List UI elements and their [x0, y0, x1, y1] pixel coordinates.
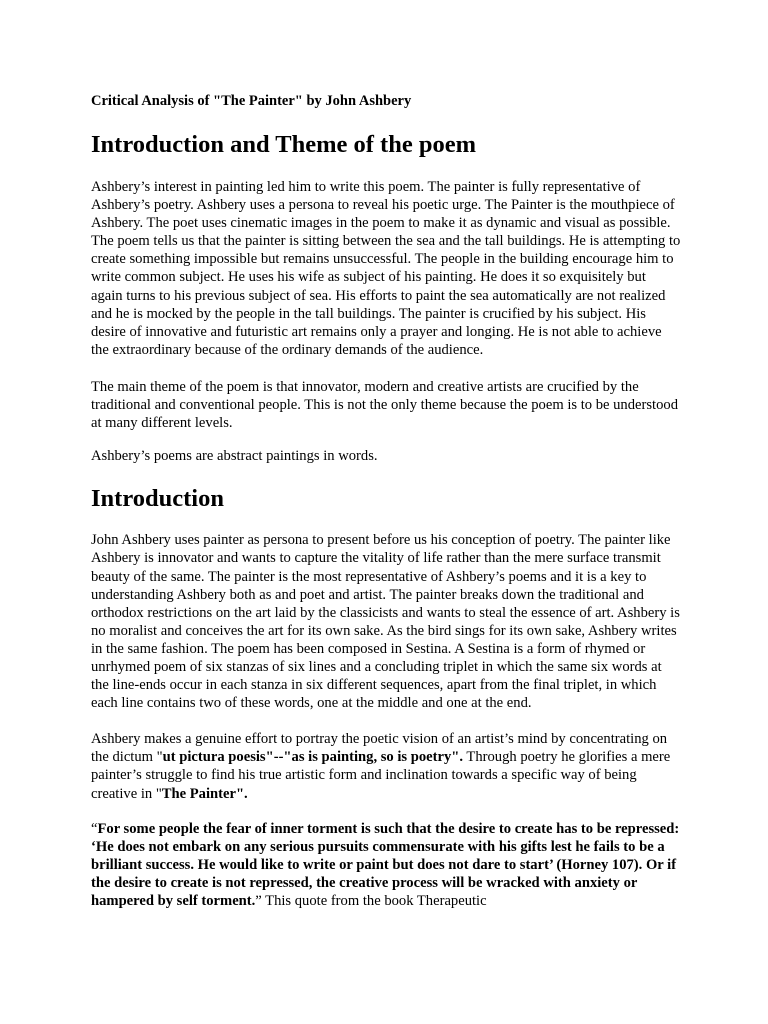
- heading-introduction: Introduction: [91, 485, 224, 513]
- paragraph-text: ” This quote from the book Therapeutic: [255, 893, 487, 909]
- paragraph-main-theme: The main theme of the poem is that innovator, modern and creative artists are crucified by the traditional and conventional people. This is not the only theme because the poem is to be understood at many different levels.: [91, 378, 678, 432]
- poem-title-bold-text: The Painter".: [161, 785, 248, 802]
- document-page: [91, 92, 681, 910]
- paragraph-horney-quote: [91, 820, 681, 910]
- paragraph-text: Through poetry he glorifies a mere painter’s struggle to find his true artistic form and inclination towards a specific way of being creative in ": [91, 749, 671, 802]
- dictum-bold-text: ut pictura poesis"--"as is painting, so is poetry".: [162, 749, 464, 766]
- document-title: Critical Analysis of "The Painter" by John Ashbery: [91, 93, 412, 109]
- paragraph-abstract-paintings: Ashbery’s poems are abstract paintings in words.: [91, 448, 378, 465]
- paragraph-ut-pictura-poesis: [91, 730, 681, 802]
- quote-bold-text: For some people the fear of inner torment is such that the desire to create has to be repressed: ‘He does not embark on any serious pursuits commensurate with his gifts lest he fails to be a brilliant success. He would like to write or paint but does not dare to start’ (Horney 107). Or if the desire to create is not repressed, the creative process will be wracked with anxiety or hampered by self torment.: [91, 820, 680, 909]
- heading-introduction-and-theme: Introduction and Theme of the poem: [91, 131, 477, 158]
- open-quote: “: [91, 820, 98, 837]
- paragraph-text: Ashbery makes a genuine effort to portray the poetic vision of an artist’s mind by concentrating on the dictum ": [91, 731, 668, 766]
- paragraph-persona: John Ashbery uses painter as persona to present before us his conception of poetry. The painter like Ashbery is innovator and wants to capture the vitality of life rather than the mere surface transmit beauty of the same. The painter is the most representative of Ashbery’s poems and it is a key to understanding Ashbery both as and poet and artist. The painter breaks down the traditional and orthodox restrictions on the art laid by the classicists and wants to steal the essence of art. Ashbery is no moralist and conceives the art for its own sake. As the bird sings for its own sake, Ashbery writes in the same fashion. The poem has been composed in Sestina. A Sestina is a form of rhymed or unrhymed poem of six stanzas of six lines and a concluding triplet in which the same six words at the line-ends occur in each stanza in six different sequences, apart from the final triplet, in which each line contains two of these words, one at the middle and one at the end.: [91, 532, 680, 712]
- paragraph-interest-in-painting: Ashbery’s interest in painting led him to write this poem. The painter is fully representative of Ashbery’s poetry. Ashbery uses a persona to reveal his poetic urge. The Painter is the mouthpiece of Ashbery. The poet uses cinematic images in the poem to make it as dynamic and visual as possible. The poem tells us that the painter is sitting between the sea and the tall buildings. He is attempting to create something impossible but remains unsuccessful. The people in the building encourage him to write common subject. He uses his wife as subject of his painting. He does it so exquisitely but again turns to his previous subject of sea. His efforts to paint the sea automatically are not realized and he is mocked by the people in the tall buildings. The painter is crucified by his subject. His desire of innovative and futuristic art remains only a prayer and longing. He is not able to achieve the extraordinary because of the ordinary demands of the audience.: [91, 179, 681, 358]
